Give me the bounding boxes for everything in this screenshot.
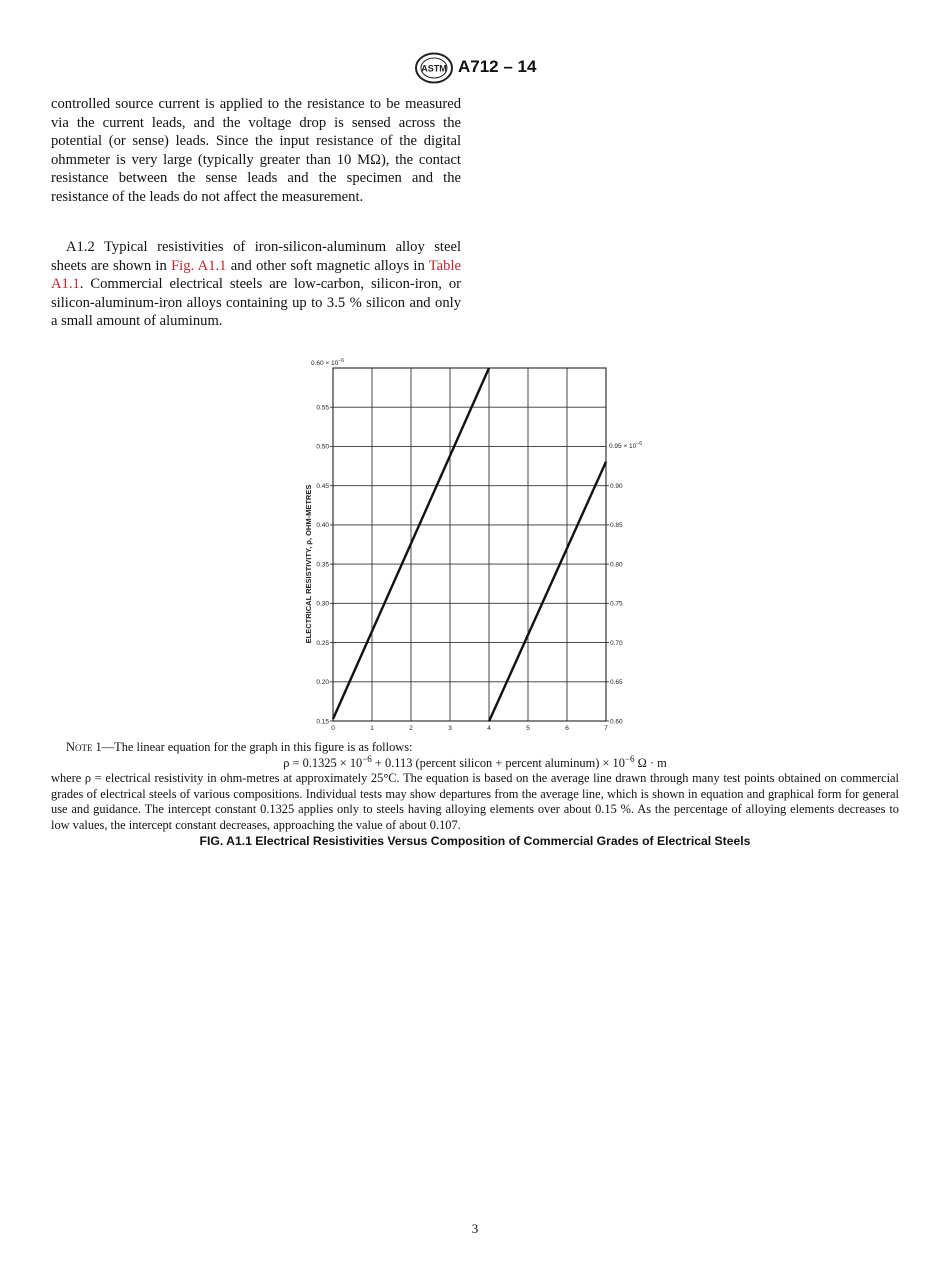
- x-tick-label-0: 0: [331, 725, 335, 732]
- document-id: A712 – 14: [458, 57, 537, 76]
- table-a1-1-link[interactable]: Table A1.1: [51, 257, 461, 293]
- left-tick-label-0.30: 0.30: [316, 600, 329, 608]
- chart-grid: [330, 368, 609, 721]
- left-tick-label-0.20: 0.20: [316, 679, 329, 687]
- fig-a1-1-link[interactable]: Fig. A1.1: [171, 257, 227, 274]
- eq-part-a: ρ = 0.1325 × 10: [283, 755, 363, 770]
- left-tick-label-0.40: 0.40: [316, 522, 329, 530]
- right-tick-label-0.80: 0.80: [610, 561, 623, 569]
- y-axis-label: ELECTRICAL RESISTIVITY, ρ, OHM-METRES: [304, 484, 313, 644]
- x-tick-label-2: 2: [409, 725, 413, 732]
- p2-text-c: . Commercial electrical steels are low-carbon, silicon-iron, or silicon-aluminum-iron alloys containing up to 3.5 % silicon and only a small amount of aluminum.: [51, 276, 461, 330]
- chart-tick-labels: [316, 405, 623, 732]
- right-tick-label-0.90: 0.90: [610, 482, 623, 490]
- right-tick-label-0.75: 0.75: [610, 600, 623, 608]
- astm-logo-icon: [414, 52, 454, 84]
- paragraph-a1-2: [51, 238, 461, 331]
- x-tick-label-5: 5: [526, 725, 530, 732]
- plot-frame: [333, 368, 606, 721]
- left-tick-label-0.25: 0.25: [316, 639, 329, 647]
- right-axis-top-label: $0.95 \times 10^{-6}$: [609, 441, 642, 450]
- eq-part-b: + 0.113 (percent silicon + percent aluminum) × 10: [371, 755, 625, 770]
- left-tick-label-0.50: 0.50: [316, 443, 329, 451]
- resistivity-chart: [298, 352, 658, 736]
- left-tick-label-0.55: 0.55: [316, 404, 329, 412]
- x-tick-label-6: 6: [565, 725, 569, 732]
- left-tick-label-0.35: 0.35: [316, 561, 329, 569]
- page-header: [0, 52, 950, 86]
- x-tick-label-4: 4: [487, 725, 491, 732]
- right-tick-label-0.85: 0.85: [610, 522, 623, 530]
- chart-series: [333, 368, 606, 721]
- eq-exp-1: −6: [362, 753, 372, 764]
- note-explanation: where ρ = electrical resistivity in ohm-metres at approximately 25°C. The equation is based on the average line drawn through many test points obtained on commercial grades of electrical steels of various compositions. Individual tests may show departures from the average line, which is shown in equation and graphical form for general use and guidance. The intercept constant 0.1325 applies only to steels having alloying elements over about 0.15 %. As the percentage of alloying elements decreases to low values, the intercept constant decreases, approaching the value of about 0.107.: [51, 771, 899, 832]
- left-tick-label-0.15: 0.15: [316, 718, 329, 726]
- eq-part-c: Ω · m: [634, 755, 667, 770]
- x-tick-label-3: 3: [448, 725, 452, 732]
- right-tick-label-0.70: 0.70: [610, 639, 623, 647]
- page-number: 3: [471, 1221, 479, 1236]
- resistivity-equation: [51, 753, 899, 772]
- p2-text-b: and other soft magnetic alloys in: [226, 257, 429, 274]
- left-axis-top-label: $0.60 \times 10^{-6}$: [311, 358, 344, 367]
- right-tick-label-0.60: 0.60: [610, 718, 623, 726]
- logo-text: ASTM: [421, 63, 447, 74]
- note-heading: [51, 740, 899, 756]
- note-intro: —The linear equation for the graph in this figure is as follows:: [101, 740, 413, 754]
- left-tick-label-0.45: 0.45: [316, 482, 329, 490]
- right-tick-label-0.65: 0.65: [610, 679, 623, 687]
- figure-caption: FIG. A1.1 Electrical Resistivities Versus Composition of Commercial Grades of Electrical Steels: [199, 834, 751, 848]
- p2-text-a: A1.2 Typical resistivities of iron-silicon-aluminum alloy steel sheets are shown in: [51, 239, 461, 274]
- x-tick-label-1: 1: [370, 725, 374, 732]
- eq-exp-2: −6: [624, 753, 635, 764]
- x-tick-label-7: 7: [604, 725, 608, 732]
- figure-note: [51, 740, 899, 834]
- paragraph-a1-1-continuation: controlled source current is applied to the resistance to be measured via the current leads, and the voltage drop is sensed across the potential (or sense) leads. Since the input resistance of the digital ohmmeter is very large (typically greater than 10 MΩ), the contact resistance between the sense leads and the specimen and the resistance of the leads do not affect the measurement.: [51, 96, 461, 205]
- series-line-right: [489, 462, 606, 722]
- note-label: Note 1: [66, 740, 102, 754]
